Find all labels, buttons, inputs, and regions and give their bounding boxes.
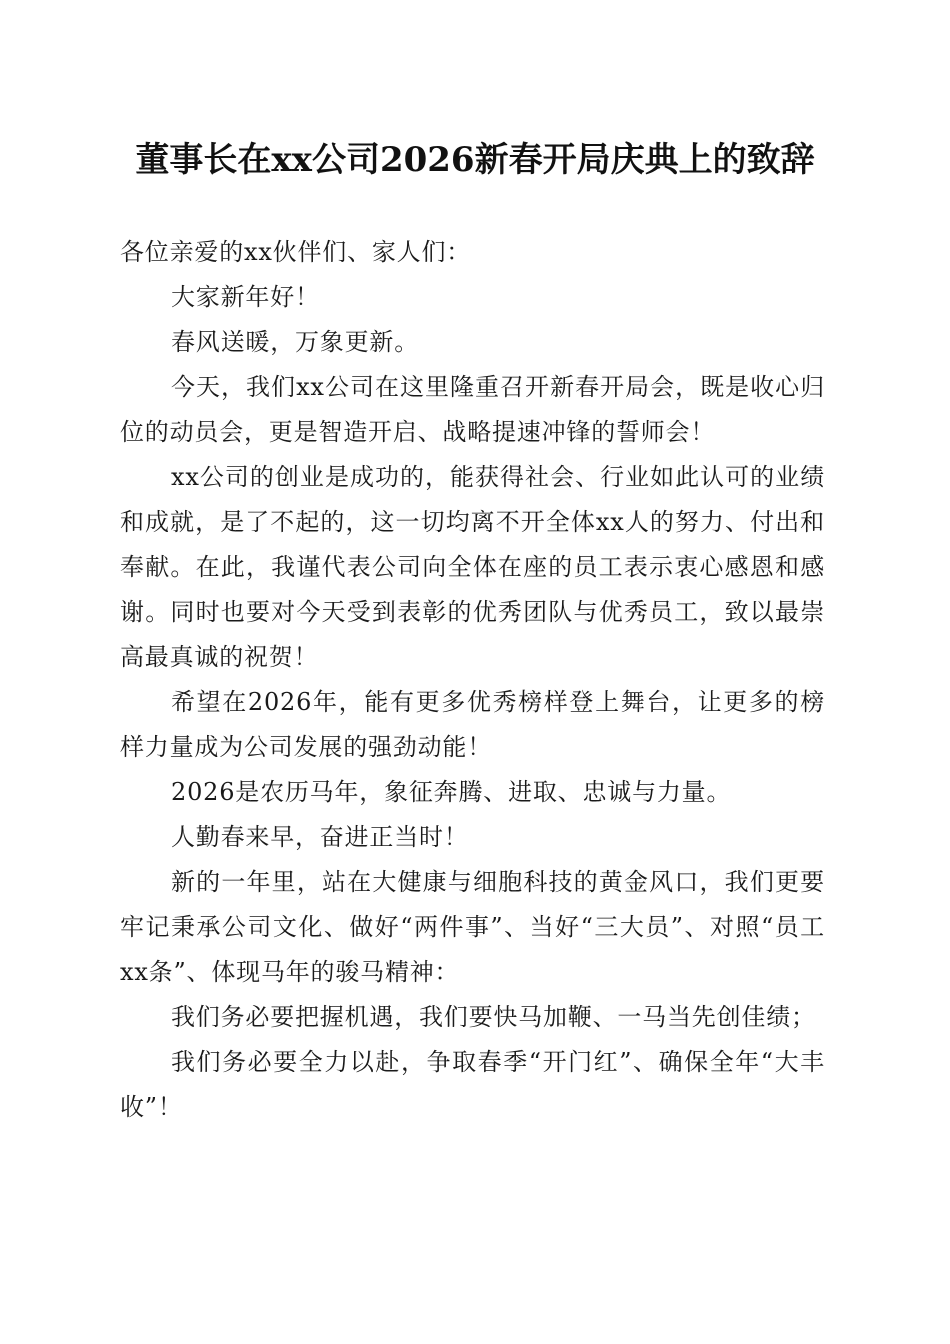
paragraph-greeting: 大家新年好！ [171,283,320,311]
paragraph-hope: 希望在2026年，能有更多优秀榜样登上舞台，让更多的榜样力量成为公司发展的强劲动能！ [120,688,825,761]
paragraph-effort: 我们务必要全力以赴，争取春季“开门红”、确保全年“大丰收”！ [120,1048,825,1121]
salutation: 各位亲爱的xx伙伴们、家人们： [120,238,472,266]
document-title: 董事长在xx公司2026新春开局庆典上的致辞 [135,140,815,180]
paragraph-spring: 春风送暖，万象更新。 [171,328,419,356]
paragraph-achievement: xx公司的创业是成功的，能获得社会、行业如此认可的业绩和成就，是了不起的，这一切均离不开全体xx人的努力、付出和奉献。在此，我谨代表公司向全体在座的员工表示衷心感恩和感谢。同时也要对今天受到表彰的优秀团队与优秀员工，致以最崇高最真诚的祝贺！ [120,463,825,671]
paragraph-opportunity: 我们务必要把握机遇，我们要快马加鞭、一马当先创佳绩； [171,1003,816,1031]
document-body [120,230,825,1130]
paragraph-motto: 人勤春来早，奋进正当时！ [171,823,469,851]
paragraph-new-year: 新的一年里，站在大健康与细胞科技的黄金风口，我们更要牢记秉承公司文化、做好“两件事”、当好“三大员”、对照“员工xx条”、体现马年的骏马精神： [120,868,825,986]
paragraph-meeting: 今天，我们xx公司在这里隆重召开新春开局会，既是收心归位的动员会，更是智造开启、战略提速冲锋的誓师会！ [120,373,825,446]
paragraph-horse-year: 2026是农历马年，象征奔腾、进取、忠诚与力量。 [171,778,732,806]
